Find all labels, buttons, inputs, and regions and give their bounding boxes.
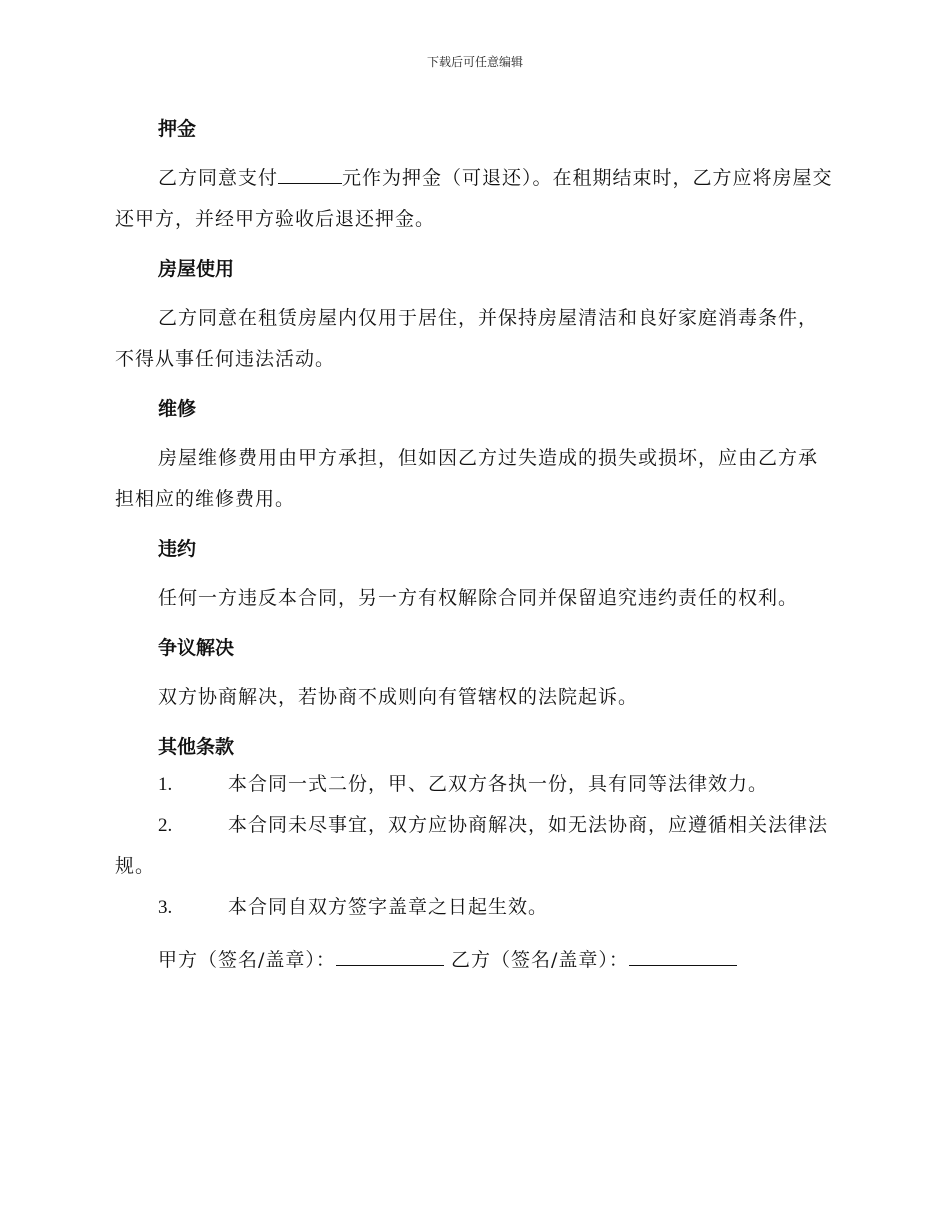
list-item-number: 2. [158,815,173,836]
list-item-text: 本合同自双方签字盖章之日起生效。 [228,896,549,918]
section-heading-repair: 维修 [158,398,197,420]
list-item-number: 3. [158,897,173,918]
list-item [115,805,835,887]
section-heading-deposit: 押金 [158,118,197,140]
deposit-amount-blank [278,167,342,184]
party-a-signature-blank [336,949,444,966]
party-b-signature-label: 乙方（签名/盖章）： [450,949,629,971]
section-heading-breach: 违约 [158,538,197,560]
party-a-signature-label: 甲方（签名/盖章）： [158,949,336,971]
deposit-text-after: 元作为押金（可退还）。在租期结束时，乙方应将房屋交还甲方，并经甲方验收后退还押金。 [115,167,833,230]
deposit-text-before: 乙方同意支付 [158,167,279,189]
section-text-dispute: 双方协商解决，若协商不成则向有管辖权的法院起诉。 [158,686,639,708]
section-text-deposit [115,158,835,240]
list-item [115,764,835,805]
party-b-signature-blank [629,949,737,966]
section-text-breach: 任何一方违反本合同，另一方有权解除合同并保留追究违约责任的权利。 [158,587,799,609]
list-item-number: 1. [158,774,173,795]
section-heading-usage: 房屋使用 [158,258,235,280]
signature-line [158,940,835,981]
section-text-repair: 房屋维修费用由甲方承担，但如因乙方过失造成的损失或损坏，应由乙方承担相应的维修费用。 [115,447,819,510]
page-header: 下载后可任意编辑 [426,55,523,69]
contract-body [115,112,835,981]
section-heading-dispute: 争议解决 [158,637,235,659]
list-item-text: 本合同一式二份，甲、乙双方各执一份，具有同等法律效力。 [228,773,769,795]
list-item [115,887,835,928]
section-heading-other: 其他条款 [158,736,235,758]
list-item-text: 本合同未尽事宜，双方应协商解决，如无法协商，应遵循相关法律法规。 [115,814,829,877]
section-text-usage: 乙方同意在租赁房屋内仅用于居住，并保持房屋清洁和良好家庭消毒条件，不得从事任何违法活动。 [115,307,819,370]
